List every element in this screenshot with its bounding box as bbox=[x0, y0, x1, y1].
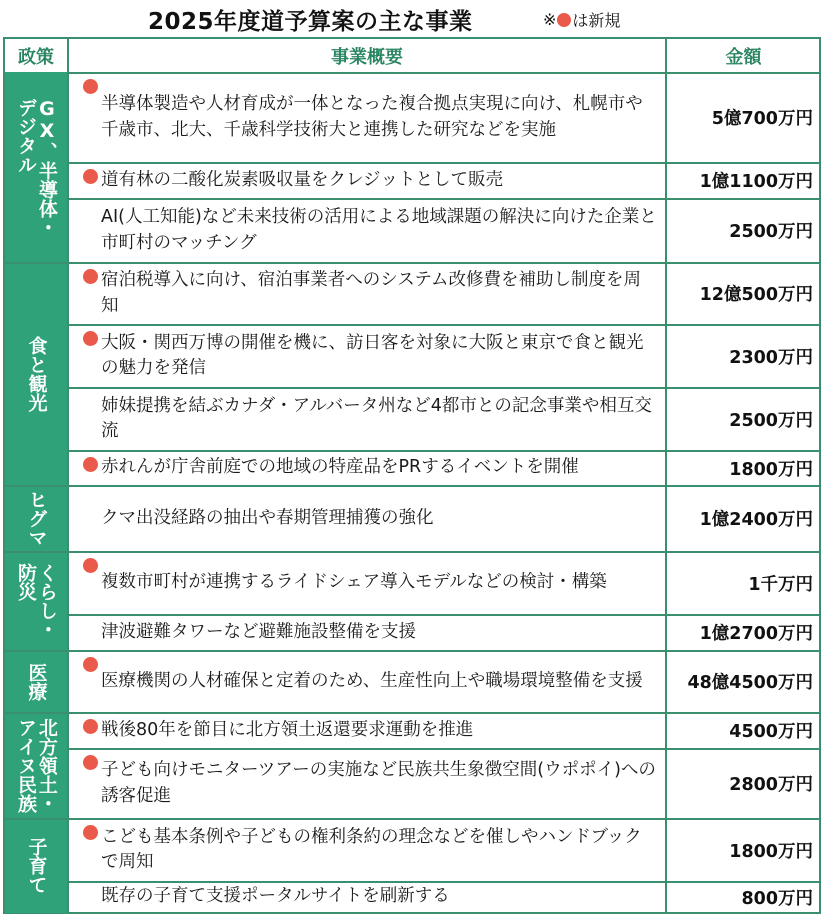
table-row-amount: 1億1100万円 bbox=[699, 172, 813, 192]
category-label: GX、半導体・ デジタル bbox=[15, 98, 58, 237]
table-row-summary bbox=[69, 749, 665, 818]
category-label: 医療 bbox=[25, 662, 48, 701]
column-header-summary: 事業概要 bbox=[331, 46, 403, 68]
grid-line bbox=[5, 712, 67, 714]
summary-text: 医療機関の人材確保と定着のため、生産性向上や職場環境整備を支援 bbox=[101, 670, 643, 691]
category-label: くらし・ 防災 bbox=[15, 563, 58, 639]
summary-text: こども基本条例や子どもの権利条約の理念などを催しやハンドブックで周知 bbox=[101, 826, 642, 872]
new-item-dot-icon bbox=[83, 657, 98, 672]
grid-line bbox=[5, 485, 67, 487]
table-row-amount: 2800万円 bbox=[729, 775, 813, 795]
new-item-dot-icon bbox=[557, 13, 571, 27]
table-row-summary bbox=[69, 486, 665, 551]
table-row-amount: 48億4500万円 bbox=[687, 673, 813, 693]
note-suffix: は新規 bbox=[572, 11, 621, 30]
summary-text: AI(人工知能)など未来技術の活用による地域課題の解決に向けた企業と市町村のマッチング bbox=[101, 207, 657, 253]
grid-line bbox=[5, 262, 67, 264]
summary-text: 宿泊税導入に向け、宿泊事業者へのシステム改修費を補助し制度を周知 bbox=[101, 270, 642, 316]
table-row-summary bbox=[69, 73, 665, 162]
new-item-dot-icon bbox=[83, 269, 98, 284]
table-row-amount: 1800万円 bbox=[729, 459, 813, 480]
header bbox=[0, 0, 824, 36]
table-row-amount: 800万円 bbox=[741, 888, 813, 909]
table-row-summary bbox=[69, 263, 665, 324]
column-header-policy: 政策 bbox=[18, 46, 54, 68]
summary-text: 大阪・関西万博の開催を機に、訪日客を対象に大阪と東京で食と観光の魅力を発信 bbox=[101, 332, 644, 378]
table-row-amount: 1千万円 bbox=[748, 574, 813, 595]
summary-text: 津波避難タワーなど避難施設整備を支援 bbox=[101, 621, 416, 642]
budget-table bbox=[3, 37, 821, 914]
category-cell bbox=[5, 818, 67, 913]
legend-note bbox=[543, 8, 620, 31]
category-cell bbox=[5, 712, 67, 819]
category-cell bbox=[5, 72, 67, 263]
table-row-summary bbox=[69, 819, 665, 881]
new-item-dot-icon bbox=[83, 558, 98, 573]
new-item-dot-icon bbox=[83, 457, 98, 472]
table-row-amount: 1800万円 bbox=[729, 841, 813, 862]
category-cell bbox=[5, 262, 67, 486]
note-prefix: ※ bbox=[543, 10, 557, 29]
column-header-amount: 金額 bbox=[725, 46, 762, 68]
summary-text: 姉妹提携を結ぶカナダ・アルバータ州など4都市との記念事業や相互交流 bbox=[101, 395, 652, 441]
summary-text: 半導体製造や人材育成が一体となった複合拠点実現に向け、札幌市や千歳市、北大、千歳科学技術大と連携した研究などを実施 bbox=[101, 94, 643, 140]
table-row-summary bbox=[69, 199, 665, 262]
table-row-amount: 12億500万円 bbox=[699, 285, 813, 305]
table-row-amount: 1億2700万円 bbox=[699, 624, 813, 644]
new-item-dot-icon bbox=[83, 825, 98, 840]
new-item-dot-icon bbox=[83, 79, 98, 94]
table-row-summary bbox=[69, 325, 665, 387]
grid-line bbox=[5, 818, 67, 820]
category-cell bbox=[5, 485, 67, 552]
table-row-amount: 1億2400万円 bbox=[699, 510, 813, 530]
grid-line bbox=[5, 650, 67, 652]
table-row-summary bbox=[69, 388, 665, 450]
new-item-dot-icon bbox=[83, 755, 98, 770]
new-item-dot-icon bbox=[83, 169, 98, 184]
category-label: ヒグマ bbox=[25, 490, 48, 547]
summary-text: 道有林の二酸化炭素吸収量をクレジットとして販売 bbox=[101, 169, 504, 190]
table-row-summary bbox=[69, 651, 665, 712]
summary-text: 赤れんが庁舎前庭での地域の特産品をPRするイベントを開催 bbox=[101, 457, 579, 478]
table-row-summary bbox=[69, 451, 665, 485]
new-item-dot-icon bbox=[83, 331, 98, 346]
category-label: 食と観光 bbox=[25, 336, 48, 412]
table-row-summary bbox=[69, 713, 665, 748]
table-row-amount: 5億700万円 bbox=[711, 109, 813, 129]
page-title: 2025年度道予算案の主な事業 bbox=[148, 9, 473, 35]
summary-text: クマ出没経路の抽出や春期管理捕獲の強化 bbox=[101, 507, 434, 528]
table-row-amount: 4500万円 bbox=[729, 722, 813, 742]
grid-line bbox=[5, 551, 67, 553]
summary-text: 戦後80年を節目に北方領土返還要求運動を推進 bbox=[101, 719, 474, 740]
summary-text: 既存の子育て支援ポータルサイトを刷新する bbox=[101, 886, 450, 907]
category-label: 子育て bbox=[25, 837, 48, 894]
table-row-amount: 2500万円 bbox=[729, 410, 813, 431]
table-row-amount: 2500万円 bbox=[729, 222, 813, 242]
table-row-summary bbox=[69, 163, 665, 198]
summary-text: 複数市町村が連携するライドシェア導入モデルなどの検討・構築 bbox=[101, 572, 607, 593]
summary-text: 子ども向けモニターツアーの実施など民族共生象徴空間(ウポポイ)への誘客促進 bbox=[101, 760, 656, 806]
category-label: 北方領土・ アイヌ民族 bbox=[15, 718, 58, 813]
new-item-dot-icon bbox=[83, 719, 98, 734]
category-cell bbox=[5, 551, 67, 651]
category-cell bbox=[5, 650, 67, 713]
table-row-summary bbox=[69, 615, 665, 650]
table-row-summary bbox=[69, 552, 665, 614]
table-row-amount: 2300万円 bbox=[729, 347, 813, 368]
table-row-summary bbox=[69, 882, 665, 912]
